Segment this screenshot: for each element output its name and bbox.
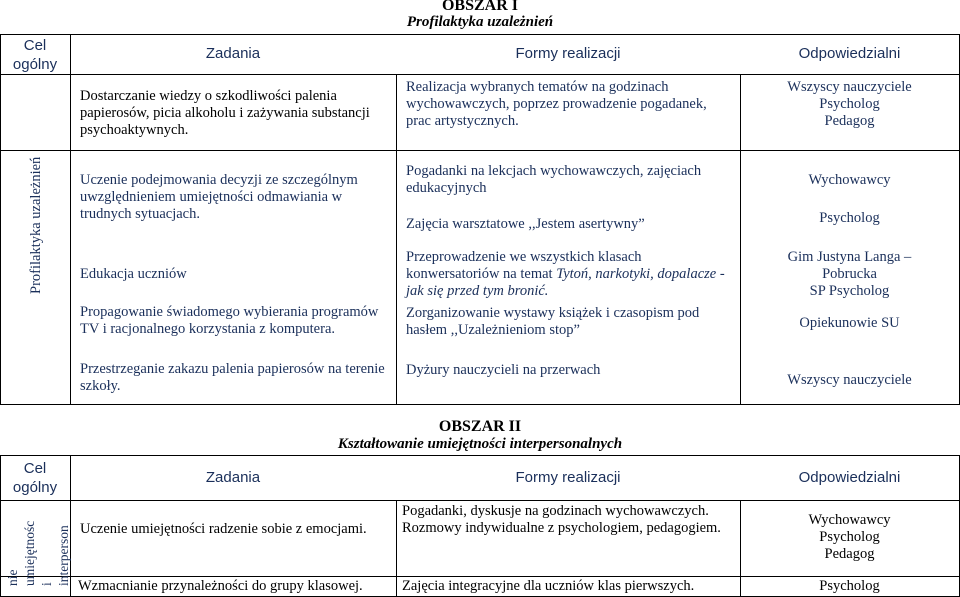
side-label-line: i: [39, 582, 54, 586]
grid-line: [0, 74, 960, 75]
side-label-line: nie: [5, 569, 20, 586]
zadanie-edukacja: Edukacja uczniów: [80, 266, 187, 282]
odp-psycholog: Psycholog: [819, 210, 880, 226]
formy-wystawa: Zorganizowanie wystawy książek i czasopism pod hasłem ,,Uzależnieniom stop”: [406, 305, 700, 338]
formy-konwersatoria-text: Przeprowadzenie we wszystkich klasach konwersatoriów na temat: [406, 249, 642, 282]
grid-line: [0, 500, 960, 501]
grid-line: [0, 150, 960, 151]
formy-konwersatoria: [406, 249, 732, 300]
side-label-line: umiejętnośc: [22, 520, 37, 586]
section1-subtitle: Profilaktyka uzależnień: [406, 14, 554, 30]
odp-wszyscy: Wszyscy nauczyciele: [787, 372, 912, 388]
odp-wychowawcy: Wychowawcy: [808, 172, 891, 188]
header-formy-2: Formy realizacji: [515, 469, 621, 486]
grid-line: [0, 576, 960, 577]
header-odpowiedzialni: Odpowiedzialni: [798, 45, 901, 62]
grid-line: [396, 74, 397, 404]
side-label-interpersonal: [2, 502, 71, 586]
formy-pogadanki: Pogadanki na lekcjach wychowawczych, zajęciach edukacyjnych: [406, 163, 702, 196]
side-label-line: interperson: [56, 525, 71, 586]
row0-zadanie: Dostarczanie wiedzy o szkodliwości palenia papierosów, picia alkoholu i zażywania substancji psychoaktywnych.: [80, 88, 370, 138]
row0-formy: Realizacja wybranych tematów na godzinach wychowawczych, poprzez prowadzenie pogadanek, prac artystycznych.: [406, 79, 707, 129]
row2-odpowiedzialni: Psycholog: [819, 578, 880, 594]
section1-title: OBSZAR I: [441, 0, 519, 14]
row1-zadanie: Uczenie umiejętności radzenie sobie z emocjami.: [80, 521, 367, 537]
row2-formy: Zajęcia integracyjne dla uczniów klas pierwszych.: [402, 578, 695, 594]
cel-ogolny-label: Cel ogólny: [12, 37, 58, 73]
section2-subtitle: Kształtowanie umiejętności interpersonalnych: [337, 436, 623, 452]
odp-opiekunowie: Opiekunowie SU: [799, 315, 900, 331]
row2-zadanie: Wzmacnianie przynależności do grupy klasowej.: [78, 578, 363, 594]
zadanie-propagowanie: Propagowanie świadomego wybierania programów TV i racjonalnego korzystania z komputera.: [80, 304, 379, 337]
row0-odpowiedzialni: Wszyscy nauczyciele Psycholog Pedagog: [787, 79, 912, 129]
row1-odpowiedzialni: Wychowawcy Psycholog Pedagog: [808, 512, 891, 562]
grid-line: [70, 34, 71, 404]
odp-gim-sp: Gim Justyna Langa – Pobrucka SP Psycholog: [787, 249, 912, 299]
section2-title: OBSZAR II: [438, 418, 522, 435]
header-zadania: Zadania: [205, 45, 261, 62]
header-formy: Formy realizacji: [515, 45, 621, 62]
formy-konwersatoria-italic: Tytoń, narkotyki, dopalacze - jak się przed tym bronić.: [406, 266, 725, 299]
zadanie-zakaz-palenia: Przestrzeganie zakazu palenia papierosów na terenie szkoły.: [80, 361, 385, 394]
header-zadania-2: Zadania: [205, 469, 261, 486]
grid-line: [0, 34, 1, 404]
row1-formy: Pogadanki, dyskusje na godzinach wychowawczych. Rozmowy indywidualne z psychologiem, pedagogiem.: [402, 503, 721, 536]
side-label-profilaktyka: Profilaktyka uzależnień: [28, 156, 44, 294]
grid-line: [0, 404, 960, 405]
cel-ogolny-label-2: Cel ogólny: [12, 460, 58, 496]
zadanie-decyzje: Uczenie podejmowania decyzji ze szczególnym uwzględnieniem umiejętności odmawiania w trudnych sytuacjach.: [80, 172, 358, 222]
grid-line: [0, 455, 960, 456]
formy-warsztaty: Zajęcia warsztatowe ,,Jestem asertywny”: [406, 216, 645, 232]
formy-dyzury: Dyżury nauczycieli na przerwach: [406, 362, 601, 378]
header-odpowiedzialni-2: Odpowiedzialni: [798, 469, 901, 486]
grid-line: [0, 34, 960, 35]
